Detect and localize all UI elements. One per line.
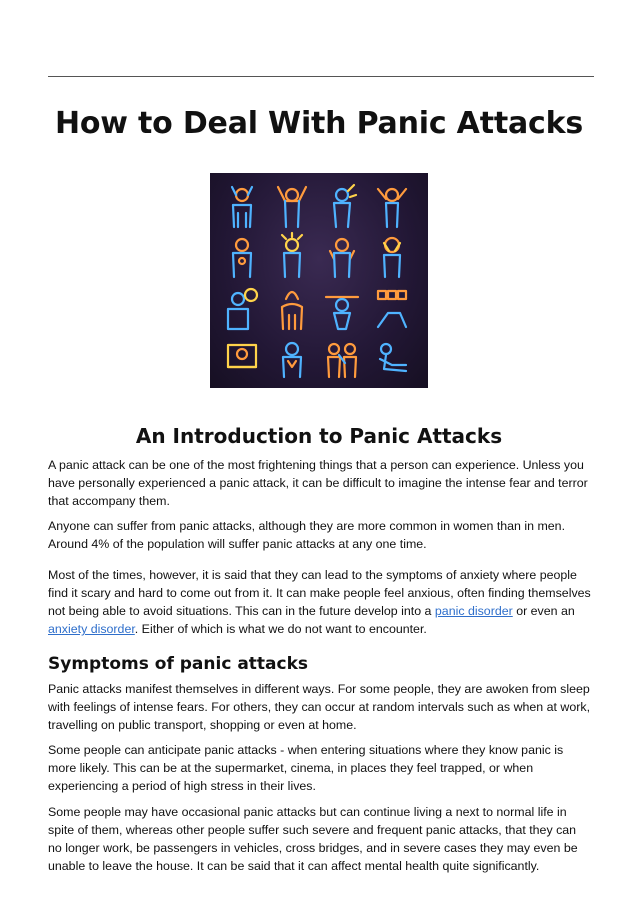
person-at-computer-icon: [378, 291, 406, 327]
person-hands-covering-face-icon: [384, 238, 400, 277]
person-in-bed-icon: [228, 345, 256, 367]
person-headache-icon: [334, 185, 356, 227]
person-shaking-icon: [330, 239, 354, 277]
symptoms-paragraph-1: Panic attacks manifest themselves in different ways. For some people, they are awoken from sleep with feelings of intense fears. For others, they can occur at random intervals such as when at work, travelling on public transport, shopping or even at home.: [48, 682, 591, 732]
intro-paragraph-2: Anyone can suffer from panic attacks, although they are more common in women than in men. Around 4% of the population will suffer panic attacks at any one time.: [48, 519, 566, 551]
anxiety-disorder-link[interactable]: anxiety disorder: [48, 622, 135, 636]
symptoms-paragraph-2: Some people can anticipate panic attacks - when entering situations where they know panic is more likely. This can be at the supermarket, cinema, in places they feel trapped, or when experiencing a period of high stress in their lives.: [48, 743, 564, 793]
intro-paragraph-1: A panic attack can be one of the most frightening things that a person can experience. Unless you have personally experienced a panic attack, it can be difficult to imagine the intense fear and terror that accompany them.: [48, 458, 588, 508]
group-of-people-icon: [328, 344, 356, 377]
hero-image: [210, 173, 428, 388]
intro-paragraph-3-text-c: . Either of which is what we do not want to encounter.: [134, 622, 427, 636]
person-hands-on-head-icon: [232, 187, 252, 227]
doctor-icon: [283, 343, 301, 377]
section-heading-symptoms: Symptoms of panic attacks: [48, 654, 309, 674]
person-relaxing-icon: [380, 344, 406, 371]
hooded-person-icon: [282, 292, 302, 329]
person-dizzy-icon: [282, 233, 302, 277]
neon-panic-attack-icons: [210, 173, 428, 388]
top-divider: [48, 76, 594, 77]
panic-disorder-link[interactable]: panic disorder: [434, 604, 513, 618]
section-heading-intro: An Introduction to Panic Attacks: [135, 424, 503, 448]
person-breathing-icon: [326, 297, 358, 329]
person-arms-up-icon: [278, 187, 306, 227]
person-with-clock-icon: [228, 289, 257, 329]
person-stressed-icon: [378, 189, 406, 227]
intro-paragraph-3-text-a: Most of the times, however, it is said that they can lead to the symptoms of anxiety where people find it scary and hard to come out from it. It can make people feel anxious, often finding themselves not being able to avoid situations. This can in the future develop into a: [48, 568, 591, 618]
intro-paragraph-3-text-b: or even an: [512, 604, 575, 618]
intro-paragraph-3: [48, 566, 593, 638]
symptoms-paragraph-3: Some people may have occasional panic attacks but can continue living a next to normal life in spite of them, whereas other people suffer such severe and frequent panic attacks, that they can no longer work, be passengers in vehicles, cross bridges, and in severe cases they may even be unable to leave the house. It can be said that it can affect mental health quite significantly.: [48, 805, 578, 873]
person-chest-pain-icon: [233, 239, 251, 277]
page-title: How to Deal With Panic Attacks: [54, 106, 584, 141]
